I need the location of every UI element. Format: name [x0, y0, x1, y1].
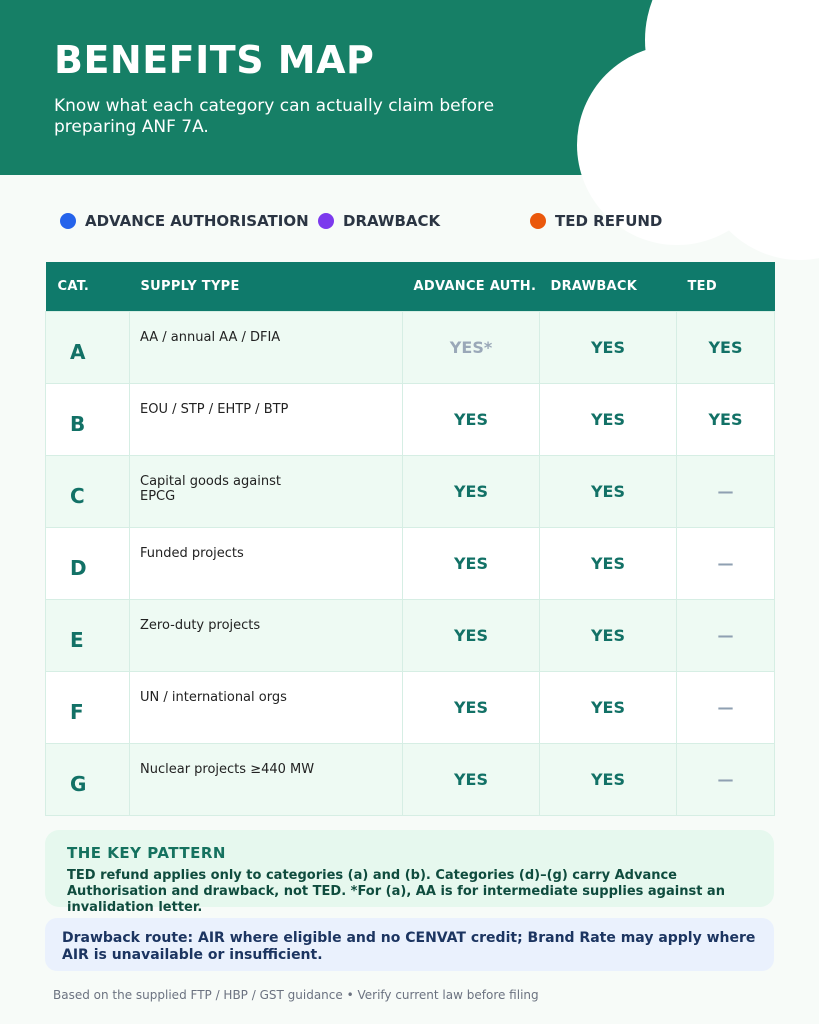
ted-cell: — — [677, 671, 775, 743]
column-header-ted: TED — [677, 262, 775, 311]
supply-type-cell: AA / annual AA / DFIA — [130, 311, 403, 383]
table-row — [46, 671, 775, 743]
drawback-cell: YES — [540, 527, 677, 599]
category-cell: C — [46, 455, 130, 527]
category-cell: G — [46, 743, 130, 815]
category-cell: B — [46, 383, 130, 455]
category-cell: D — [46, 527, 130, 599]
drawback-cell: YES — [540, 599, 677, 671]
supply-type-cell: Funded projects — [130, 527, 403, 599]
advance-auth-cell: YES — [403, 743, 540, 815]
advance-auth-cell: YES — [403, 383, 540, 455]
column-header-advance-auth: ADVANCE AUTH. — [403, 262, 540, 311]
supply-type-cell: UN / international orgs — [130, 671, 403, 743]
category-cell: A — [46, 311, 130, 383]
legend-dot-icon — [318, 213, 334, 229]
legend-item-ted-refund — [530, 212, 662, 230]
table-row — [46, 527, 775, 599]
legend-item-advance-authorisation — [60, 212, 309, 230]
footer-note: Based on the supplied FTP / HBP / GST guidance • Verify current law before filing — [53, 988, 539, 1002]
category-cell: F — [46, 671, 130, 743]
ted-cell: YES — [677, 311, 775, 383]
supply-type-cell: Nuclear projects ≥440 MW — [130, 743, 403, 815]
drawback-cell: YES — [540, 455, 677, 527]
supply-type-cell: Zero-duty projects — [130, 599, 403, 671]
table-row — [46, 311, 775, 383]
supply-type-cell: Capital goods against EPCG — [130, 455, 403, 527]
legend-label: ADVANCE AUTHORISATION — [85, 212, 309, 230]
legend-dot-icon — [530, 213, 546, 229]
drawback-route-callout — [45, 918, 774, 971]
key-pattern-title: THE KEY PATTERN — [67, 844, 226, 862]
legend-label: TED REFUND — [555, 212, 663, 230]
table-row — [46, 455, 775, 527]
drawback-cell: YES — [540, 383, 677, 455]
advance-auth-cell: YES — [403, 527, 540, 599]
ted-cell: — — [677, 599, 775, 671]
ted-cell: YES — [677, 383, 775, 455]
advance-auth-cell: YES — [403, 455, 540, 527]
legend-label: DRAWBACK — [343, 212, 441, 230]
advance-auth-cell: YES — [403, 599, 540, 671]
table-row — [46, 383, 775, 455]
column-header-supply-type: SUPPLY TYPE — [130, 262, 403, 311]
advance-auth-cell: YES* — [403, 311, 540, 383]
column-header-drawback: DRAWBACK — [540, 262, 677, 311]
page-subtitle: Know what each category can actually claim before preparing ANF 7A. — [54, 96, 495, 137]
ted-cell: — — [677, 455, 775, 527]
legend-dot-icon — [60, 213, 76, 229]
table-row — [46, 743, 775, 815]
legend — [60, 212, 780, 232]
category-cell: E — [46, 599, 130, 671]
benefits-table — [45, 262, 775, 816]
supply-type-cell: EOU / STP / EHTP / BTP — [130, 383, 403, 455]
table-row — [46, 599, 775, 671]
page-title: BENEFITS MAP — [54, 38, 375, 82]
legend-item-drawback — [318, 212, 440, 230]
ted-cell: — — [677, 743, 775, 815]
advance-auth-cell: YES — [403, 671, 540, 743]
table-header-row — [46, 262, 775, 311]
drawback-cell: YES — [540, 743, 677, 815]
column-header-cat: CAT. — [46, 262, 130, 311]
drawback-cell: YES — [540, 311, 677, 383]
header-banner — [0, 0, 819, 175]
drawback-cell: YES — [540, 671, 677, 743]
drawback-route-text: Drawback route: AIR where eligible and no CENVAT credit; Brand Rate may apply where AIR is unavailable or insufficient. — [62, 930, 756, 963]
ted-cell: — — [677, 527, 775, 599]
key-pattern-text: TED refund applies only to categories (a) and (b). Categories (d)–(g) carry Advance Authorisation and drawback, not TED. *For (a), AA is for intermediate supplies against an invalidation letter. — [67, 868, 725, 915]
key-pattern-callout — [45, 830, 774, 915]
